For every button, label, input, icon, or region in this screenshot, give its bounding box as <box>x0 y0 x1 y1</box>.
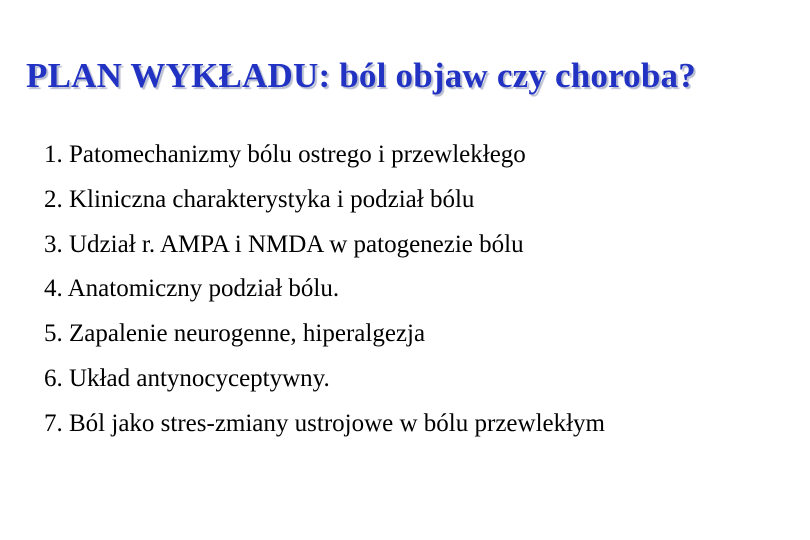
list-item: 7. Ból jako stres-zmiany ustrojowe w bólu przewlekłym <box>44 409 605 437</box>
list-item: 2. Kliniczna charakterystyka i podział bólu <box>44 185 475 213</box>
list-item: 4. Anatomiczny podział bólu. <box>44 275 340 303</box>
slide-title: PLAN WYKŁADU: ból objaw czy choroba? <box>26 56 696 95</box>
list-item: 6. Układ antynocyceptywny. <box>44 364 330 392</box>
list-item: 3. Udział r. AMPA i NMDA w patogenezie bólu <box>44 230 524 258</box>
lecture-plan-list <box>44 133 605 447</box>
list-item: 5. Zapalenie neurogenne, hiperalgezja <box>44 320 426 348</box>
list-item: 1. Patomechanizmy bólu ostrego i przewlekłego <box>44 141 526 168</box>
